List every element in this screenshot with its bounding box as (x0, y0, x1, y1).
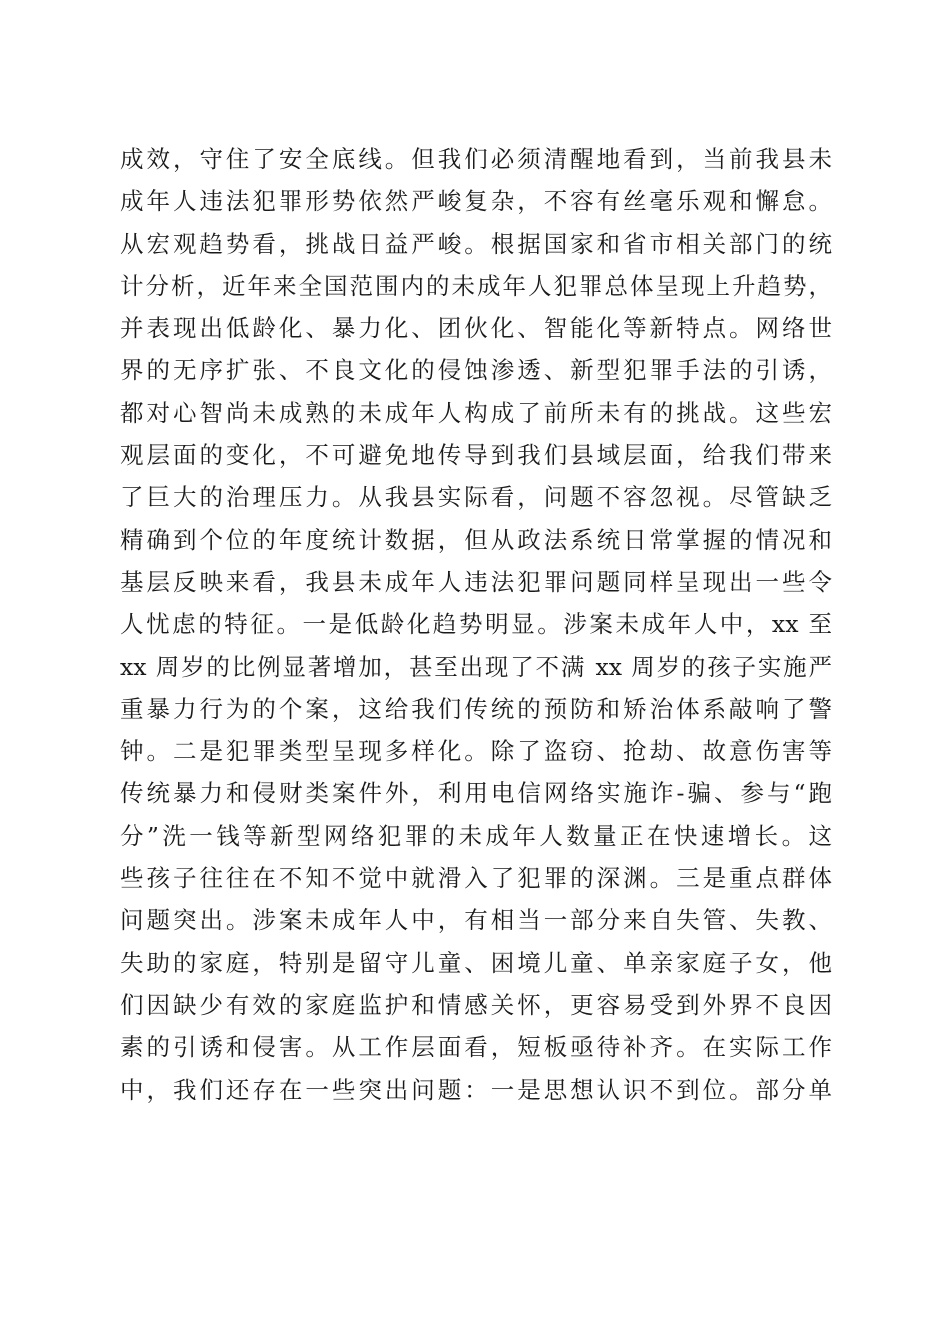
text-line: 中，我们还存在一些突出问题：一是思想认识不到位。部分单 (120, 1075, 832, 1104)
text-line: 问题突出。涉案未成年人中，有相当一部分来自失管、失教、 (120, 906, 832, 935)
text-line: 人忧虑的特征。一是低龄化趋势明显。涉案未成年人中，xx 至 (120, 610, 832, 639)
text-line: 都对心智尚未成熟的未成年人构成了前所未有的挑战。这些宏 (120, 398, 832, 427)
text-line: 分”洗一钱等新型网络犯罪的未成年人数量正在快速增长。这 (120, 821, 832, 850)
text-line: 成年人违法犯罪形势依然严峻复杂，不容有丝毫乐观和懈怠。 (120, 187, 832, 216)
text-line: xx 周岁的比例显著增加，甚至出现了不满 xx 周岁的孩子实施严 (120, 652, 832, 681)
text-line: 界的无序扩张、不良文化的侵蚀渗透、新型犯罪手法的引诱， (120, 356, 832, 385)
text-line: 失助的家庭，特别是留守儿童、困境儿童、单亲家庭子女，他 (120, 948, 832, 977)
text-line: 传统暴力和侵财类案件外，利用电信网络实施诈-骗、参与“跑 (120, 779, 832, 808)
text-line: 观层面的变化，不可避免地传导到我们县域层面，给我们带来 (120, 441, 832, 470)
text-line: 钟。二是犯罪类型呈现多样化。除了盗窃、抢劫、故意伤害等 (120, 737, 832, 766)
body-text (120, 138, 832, 1111)
text-line: 精确到个位的年度统计数据，但从政法系统日常掌握的情况和 (120, 525, 832, 554)
text-line: 重暴力行为的个案，这给我们传统的预防和矫治体系敲响了警 (120, 694, 832, 723)
text-line: 成效，守住了安全底线。但我们必须清醒地看到，当前我县未 (120, 145, 832, 173)
text-line: 基层反映来看，我县未成年人违法犯罪问题同样呈现出一些令 (120, 567, 832, 596)
text-line: 计分析，近年来全国范围内的未成年人犯罪总体呈现上升趋势， (120, 271, 832, 300)
text-line: 从宏观趋势看，挑战日益严峻。根据国家和省市相关部门的统 (120, 229, 832, 258)
text-line: 了巨大的治理压力。从我县实际看，问题不容忽视。尽管缺乏 (120, 483, 832, 512)
text-line: 素的引诱和侵害。从工作层面看，短板亟待补齐。在实际工作 (120, 1033, 832, 1062)
text-line: 们因缺少有效的家庭监护和情感关怀，更容易受到外界不良因 (120, 990, 832, 1019)
text-line: 些孩子往往在不知不觉中就滑入了犯罪的深渊。三是重点群体 (120, 864, 832, 893)
text-line: 并表现出低龄化、暴力化、团伙化、智能化等新特点。网络世 (120, 314, 832, 343)
